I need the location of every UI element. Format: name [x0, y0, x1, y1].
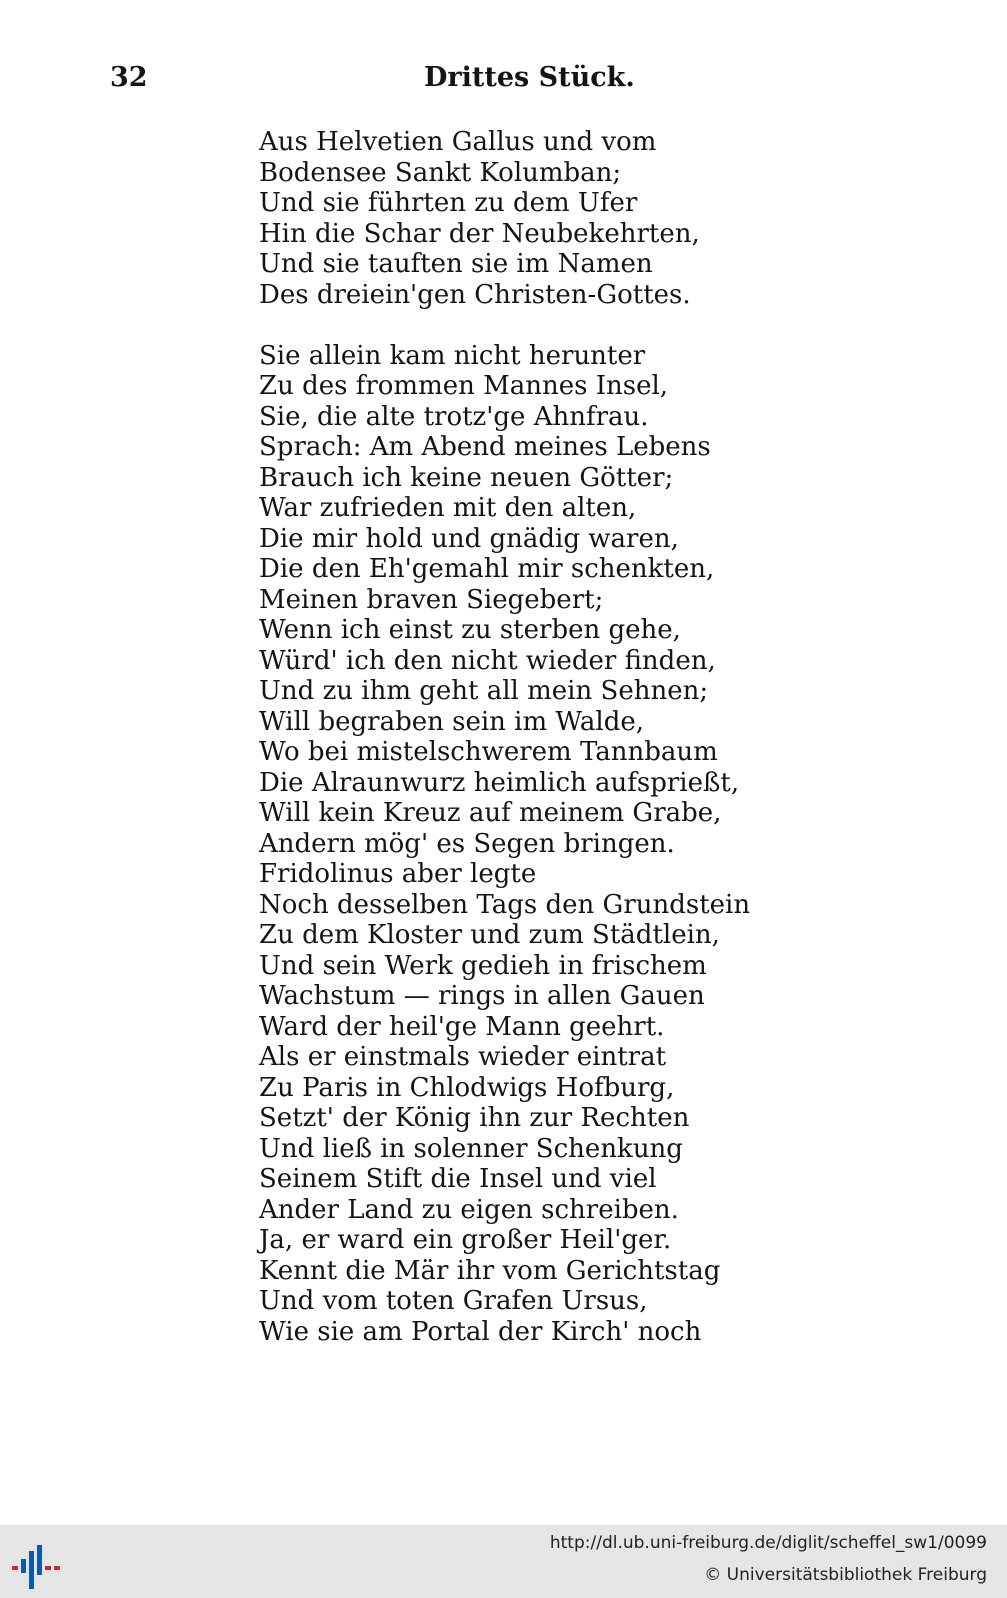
poem-line: Die mir hold und gnädig waren,: [259, 523, 679, 554]
poem-line: Brauch ich keine neuen Götter;: [259, 462, 674, 493]
footer-bar: [0, 1525, 1007, 1598]
poem-line: Und vom toten Grafen Ursus,: [259, 1286, 648, 1316]
page-number: 32: [110, 62, 148, 93]
poem-line: Und sein Werk gedieh in frischem: [259, 950, 707, 981]
poem-line: Und zu ihm geht all mein Sehnen;: [259, 676, 709, 706]
poem-line: Aus Helvetien Gallus und vom: [259, 127, 657, 157]
poem-line: Zu dem Kloster und zum Städtlein,: [259, 920, 720, 950]
poem-line: Bodensee Sankt Kolumban;: [259, 157, 622, 188]
poem-line: Ja, er ward ein großer Heil'ger.: [259, 1225, 672, 1255]
poem-line: Ander Land zu eigen schreiben.: [259, 1194, 679, 1225]
poem-line: Andern mög' es Segen bringen.: [259, 828, 675, 859]
poem-text: [259, 127, 759, 1347]
poem-line: Würd' ich den nicht wieder finden,: [259, 645, 716, 676]
poem-line: Des dreiein'gen Christen-Gottes.: [259, 279, 691, 310]
poem-line: Meinen braven Siegebert;: [259, 584, 604, 615]
poem-line: War zufrieden mit den alten,: [259, 493, 637, 523]
copyright-notice: © Universitätsbibliothek Freiburg: [704, 1565, 987, 1585]
poem-line: Sie allein kam nicht herunter: [259, 340, 646, 371]
poem-line: Fridolinus aber legte: [259, 859, 537, 889]
poem-line: Will kein Kreuz auf meinem Grabe,: [259, 798, 722, 828]
poem-line: Die den Eh'gemahl mir schenkten,: [259, 554, 715, 584]
poem-line: Kennt die Mär ihr vom Gerichtstag: [259, 1255, 721, 1286]
poem-line: Die Alraunwurz heimlich aufsprießt,: [259, 767, 740, 798]
poem-line: Wachstum — rings in allen Gauen: [259, 981, 705, 1011]
poem-line: Hin die Schar der Neubekehrten,: [259, 218, 700, 249]
poem-line: Als er einstmals wieder eintrat: [259, 1042, 667, 1072]
stanza: [259, 341, 759, 1348]
poem-line: Sprach: Am Abend meines Lebens: [259, 432, 711, 462]
poem-line: Zu des frommen Mannes Insel,: [259, 371, 669, 401]
poem-line: Und sie tauften sie im Namen: [259, 249, 653, 279]
source-url-link[interactable]: http://dl.ub.uni-freiburg.de/diglit/scheffel_sw1/0099: [549, 1533, 987, 1553]
running-head: Drittes Stück.: [424, 62, 635, 93]
poem-line: Und ließ in solenner Schenkung: [259, 1133, 683, 1164]
poem-line: Noch desselben Tags den Grundstein: [259, 889, 751, 920]
poem-line: Will begraben sein im Walde,: [259, 706, 644, 737]
poem-line: Seinem Stift die Insel und viel: [259, 1164, 657, 1194]
poem-line: Ward der heil'ge Mann geehrt.: [259, 1011, 665, 1042]
poem-line: Wenn ich einst zu sterben gehe,: [259, 615, 681, 645]
poem-line: Wo bei mistelschwerem Tannbaum: [259, 737, 718, 767]
poem-line: Zu Paris in Chlodwigs Hofburg,: [259, 1072, 675, 1103]
poem-line: Sie, die alte trotz'ge Ahnfrau.: [259, 401, 649, 432]
logo-graphic: [12, 1545, 64, 1589]
poem-line: Setzt' der König ihn zur Rechten: [259, 1103, 690, 1133]
poem-line: Wie sie am Portal der Kirch' noch: [259, 1316, 702, 1347]
ub-freiburg-logo-icon[interactable]: [12, 1545, 64, 1589]
stanza: [259, 127, 759, 310]
poem-line: Und sie führten zu dem Ufer: [259, 188, 638, 218]
